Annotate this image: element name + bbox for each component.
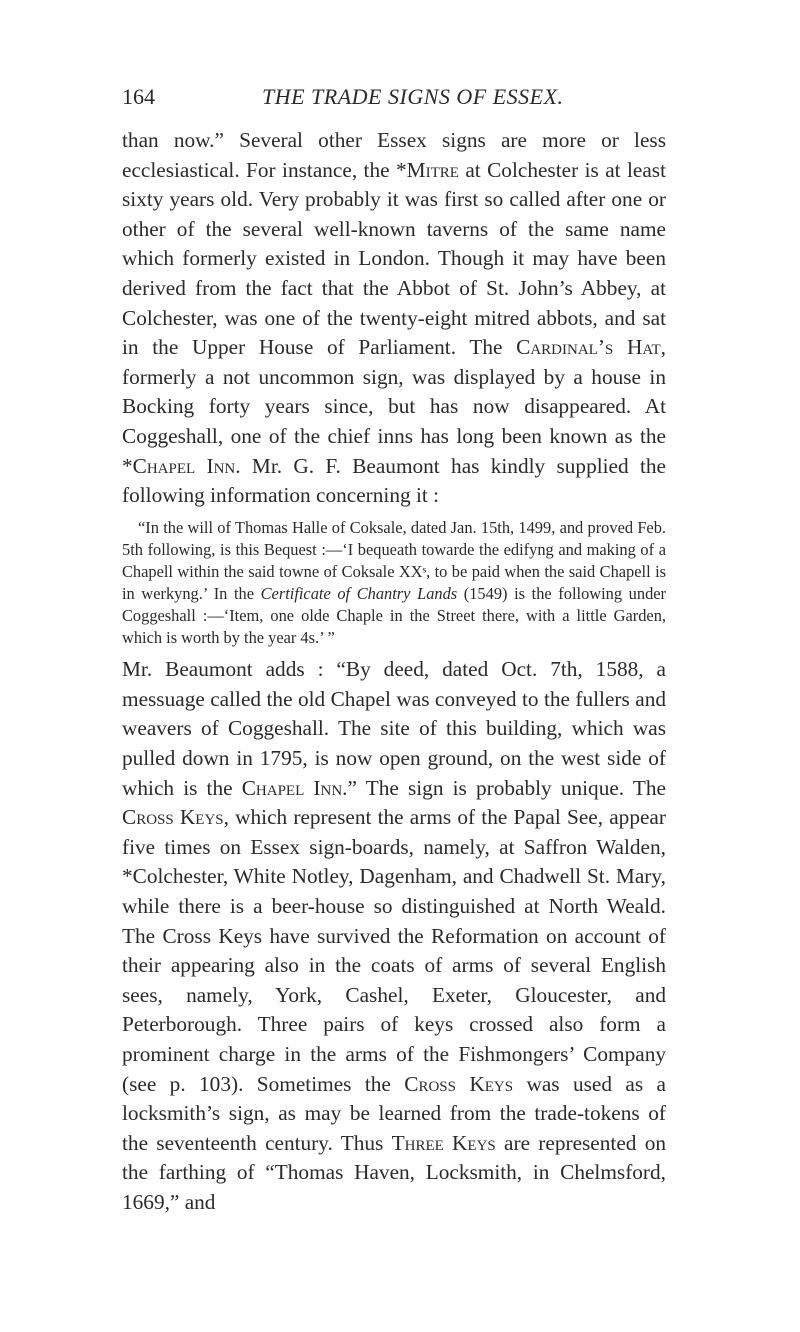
text-run: .” The sign is probably unique. The: [342, 775, 666, 800]
page-number: 164: [122, 84, 155, 109]
text-run: at Colchester is at least sixty years old. Very probably it was first so called after one or other of the several well-known taverns of the same name which formerly existed in London. Though it may have been derived from the fact that the Abbot of St. John’s Abbey, at Colchester, was one of the twenty-eight mitred abbots, and sat in the Upper House of Parliament. The: [122, 157, 667, 360]
text-run: are represented on the farthing of “Thomas Haven, Locksmith, in Chelmsford, 1669,” and: [122, 1130, 666, 1214]
paragraph-ecclesiastical-signs: [122, 126, 666, 511]
running-head: THE TRADE SIGNS OF ESSEX.: [262, 84, 564, 109]
text-run: “In the will of Thomas Halle of Coksale, dated Jan. 15th, 1499, and proved Feb. 5th following, is this Bequest :—‘I bequeath towarde the edifyng and making of a Chapell within the said towne of Coksale XXˢ, to be paid when the said Chapell is in werkyng.’ In the: [122, 517, 666, 603]
text-run: , formerly a not uncommon sign, was displayed by a house in Bocking forty years since, but has now disappeared. At Coggeshall, one of the chief inns has long been known as the: [122, 335, 666, 448]
sign-name-cardinals-hat: Cardinal’s Hat: [516, 335, 661, 360]
sign-name-cross-keys: Cross Keys: [122, 805, 224, 830]
text-run: than now.” Several other Essex signs are more or less ecclesiastical. For instance, the: [122, 128, 666, 182]
sign-name-chapel-inn: Chapel Inn: [241, 775, 343, 800]
sign-name-three-keys: Three Keys: [391, 1130, 496, 1155]
sign-name-cross-keys: Cross Keys: [404, 1071, 514, 1096]
page-header: [122, 84, 674, 120]
text-run: was used as a locksmith’s sign, as may be learned from the trade-tokens of the seventeenth century. Thus: [122, 1071, 666, 1155]
sign-name-chapel-inn: *Chapel Inn: [122, 453, 236, 478]
body-text: [122, 126, 666, 1218]
text-run: (1549) is the following under Coggeshall :—‘Item, one olde Chaple in the Street there, with a little Garden, which is worth by the year 4s.’ ”: [122, 584, 666, 648]
sign-name-mitre: *Mitre: [396, 157, 459, 182]
text-run: , which represent the arms of the Papal See, appear five times on Essex sign-boards, namely, at Saffron Walden, *Colchester, White Notley, Dagenham, and Chadwell St. Mary, while there is a beer-house so distinguished at North Weald. The Cross Keys have survived the Reformation on account of their appearing also in the coats of arms of several English sees, namely, York, Cashel, Exeter, Gloucester, and Peterborough. Three pairs of keys crossed also form a prominent charge in the arms of the Fishmongers’ Company (see p. 103). Sometimes the: [122, 805, 666, 1096]
text-run: Mr. Beaumont adds : “By deed, dated Oct. 7th, 1588, a messuage called the old Chapel was conveyed to the fullers and weavers of Coggeshall. The site of this building, which was pulled down in 1795, is now open ground, on the west side of which is the: [122, 657, 666, 800]
title-certificate-chantry-lands: Certificate of Chantry Lands: [260, 584, 458, 603]
paragraph-cross-keys: [122, 655, 666, 1217]
text-run: . Mr. G. F. Beaumont has kindly supplied the following information concerning it :: [122, 453, 666, 508]
block-quote-will: [122, 517, 666, 650]
